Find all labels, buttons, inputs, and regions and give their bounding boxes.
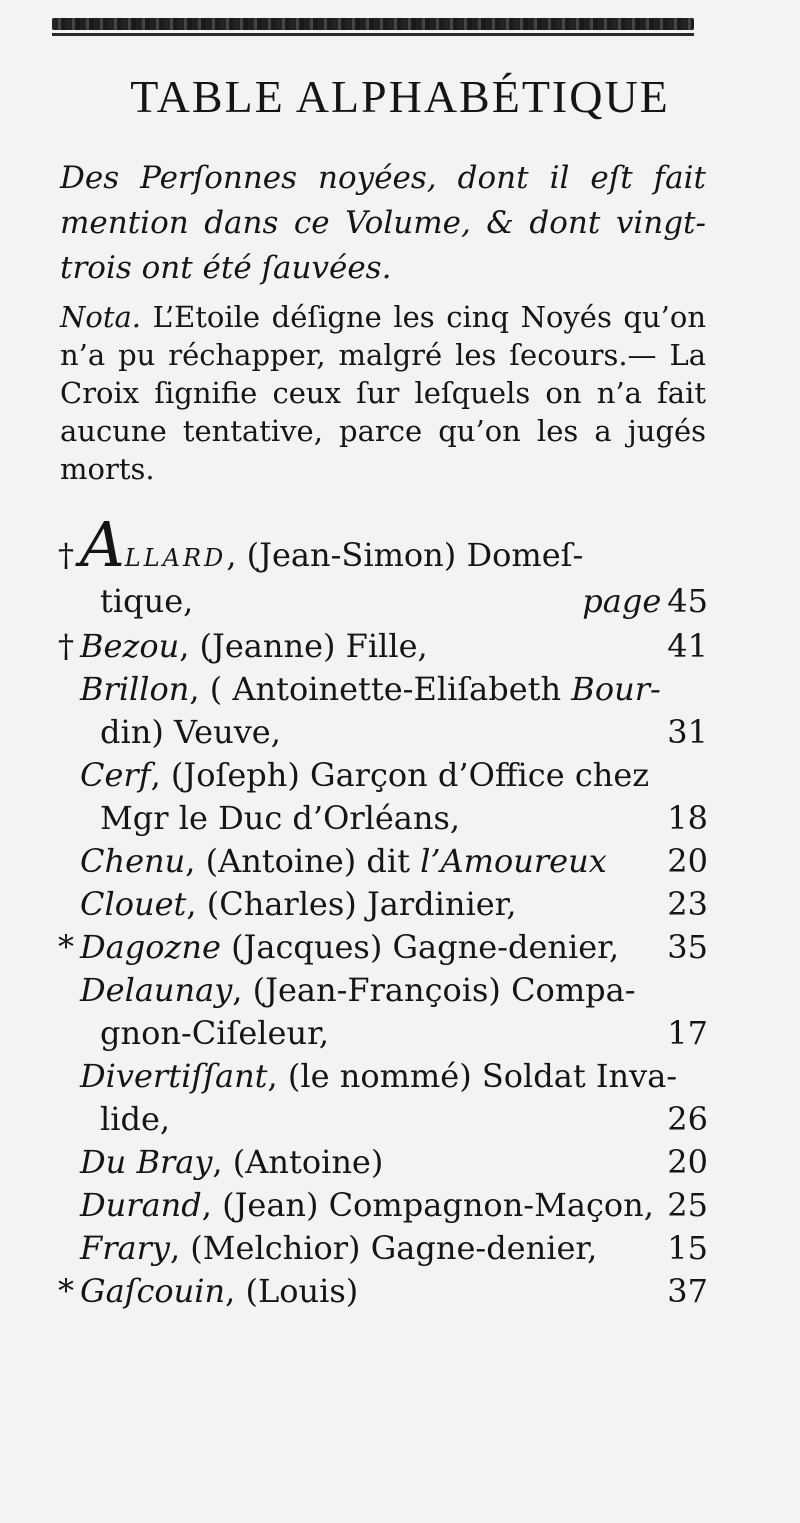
entry-line [58,1270,708,1313]
entry-line [58,508,708,581]
index-entry [58,840,708,883]
index-entry [58,668,708,754]
page-number: 41 [667,627,708,665]
entry-mark: † [58,627,74,665]
index-entry [58,508,708,623]
entry-line [58,1227,708,1270]
ornamental-rule [52,18,694,30]
entry-line [58,840,708,883]
entry-mark: * [58,1272,74,1310]
page-number: 37 [667,1272,708,1310]
entry-description: , (Jeanne) Fille, [179,627,428,665]
entry-line [58,625,708,668]
entry-name-extra: l’Amoureux [420,842,607,880]
page-number: 17 [667,1014,708,1052]
page-number: 18 [667,799,708,837]
entry-line [58,969,708,1012]
entry-continuation: gnon-Ciſeleur, [100,1014,330,1052]
entry-list [58,508,708,1313]
entry-page [667,883,708,926]
nota-label: Nota. [60,300,141,334]
entry-description: , (Joſeph) Garçon d’Office chez [150,756,650,794]
page-number: 35 [667,928,708,966]
index-entry [58,1227,708,1270]
entry-name: Chenu [80,842,186,880]
page-title: TABLE ALPHABÉTIQUE [130,71,670,122]
index-entry [58,1141,708,1184]
entry-page [667,1227,708,1270]
page-number: 20 [667,842,708,880]
entry-name-extra: Bour- [571,670,661,708]
entry-page [582,580,708,623]
index-entry [58,883,708,926]
index-entry [58,926,708,969]
page-number: 25 [667,1186,708,1224]
page-number: 23 [667,885,708,923]
entry-page [667,625,708,668]
entry-line [58,1184,708,1227]
entry-name: Clouet [80,885,187,923]
index-entry [58,1184,708,1227]
nota-paragraph [60,298,706,488]
entry-page [667,1270,708,1313]
entry-page [667,711,708,754]
index-entry [58,969,708,1055]
entry-mark: * [58,928,74,966]
entry-description: , (Antoine) [212,1143,384,1181]
entry-description: , (Charles) Jardinier, [186,885,517,923]
entry-page [667,1184,708,1227]
entry-description: , (Melchior) Gagne-denier, [169,1229,598,1267]
entry-name-rest: LLARD [124,544,227,572]
page-number: 15 [667,1229,708,1267]
entry-page [667,1012,708,1055]
entry-description: , ( Antoinette-Eliſabeth [189,670,562,708]
entry-line [58,883,708,926]
nota-text: L’Etoile déſigne les cinq Noyés qu’on n’a pu réchapper, malgré les ſecours.— La Croix ſignifie ceux ſur leſquels on n’a fait aucune tentative, parce qu’on les a jugés morts. [60,300,707,486]
entry-line [58,1055,708,1098]
index-entry [58,1055,708,1141]
entry-name: Gaſcouin [80,1272,226,1310]
entry-name: Du Bray [80,1143,213,1181]
entry-description: , (Jean-Simon) Domeſ- [226,536,584,574]
entry-line [58,754,708,797]
entry-continuation: lide, [100,1100,171,1138]
entry-description: , (le nommé) Soldat Inva- [267,1057,678,1095]
entry-name: Brillon [80,670,190,708]
page-number: 31 [667,713,708,751]
entry-description: (Jacques) Gagne-denier, [220,928,620,966]
entry-description: , (Louis) [225,1272,359,1310]
entry-page [667,926,708,969]
entry-line [58,668,708,711]
entry-description: , (Jean) Compagnon-Maçon, [201,1186,654,1224]
page-label: page [582,582,662,620]
entry-name: Durand [80,1186,202,1224]
entry-name: Cerf [80,756,151,794]
entry-page [667,797,708,840]
entry-name: Dagozne [80,928,221,966]
page-number: 20 [667,1143,708,1181]
entry-name: Frary [80,1229,170,1267]
entry-name: Bezou [80,627,180,665]
entry-continuation: Mgr le Duc d’Orléans, [100,799,461,837]
entry-description: , (Antoine) dit [185,842,410,880]
page-number: 26 [667,1100,708,1138]
entry-line [58,926,708,969]
entry-name: Delaunay [80,971,233,1009]
index-entry [58,625,708,668]
entry-mark: † [58,536,74,574]
entry-line [58,1141,708,1184]
entry-page [667,840,708,883]
entry-name-initial: A [80,508,125,581]
rule-line [52,33,694,36]
entry-name: Divertiſſant [80,1057,268,1095]
index-entry [58,1270,708,1313]
entry-page [667,1098,708,1141]
entry-continuation: din) Veuve, [100,713,281,751]
entry-page [667,1141,708,1184]
index-entry [58,754,708,840]
entry-description: , (Jean-François) Compa- [232,971,636,1009]
page-number: 45 [667,582,708,620]
subtitle: Des Perſonnes noyées, dont il eſt fait mention dans ce Volume, & dont vingt-trois ont été ſauvées. [60,160,706,286]
entry-continuation: tique, [100,582,194,620]
